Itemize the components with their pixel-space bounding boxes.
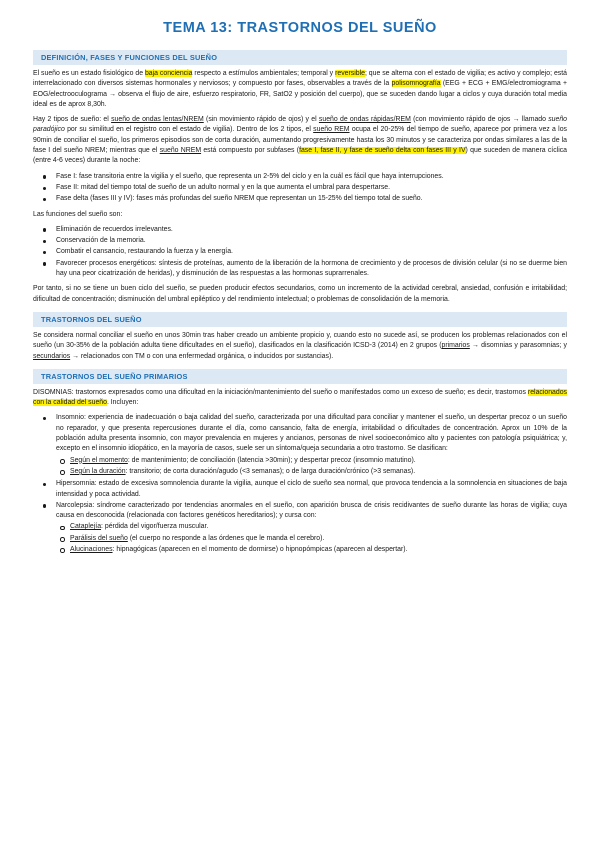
sublist-item: Según la duración: transitorio; de corta duración/agudo (<3 semanas); o de larga duración/crónico (>3 semanas).: [70, 467, 567, 477]
paragraph-disomnias: DISOMNIAS: trastornos expresados como una dificultad en la iniciación/mantenimiento del sueño o manifestados como un exceso de sueño; es decir, trastornos relacionados con la calidad del sueño. Incluyen:: [33, 388, 567, 407]
sublist-item: Cataplejía: pérdida del vigor/fuerza muscular.: [70, 522, 567, 532]
list-item-function: Conservación de la memoria.: [56, 236, 567, 246]
section-heading-definicion: DEFINICIÓN, FASES Y FUNCIONES DEL SUEÑO: [33, 50, 567, 65]
paragraph-trastornos-sueno: Se considera normal conciliar el sueño en unos 30min tras haber creado un ambiente propicio y, cuando esto no sucede así, se producen los problemas relacionados con el sueño (un 30-35% de la población adulta tiene dificultades en el sueño), clasificados en la clasificación ICSD-3 (2014) en 2 grupos (primarios → disomnias y parasomnias; y secundarios → relacionados con TM o con una enfermedad orgánica, o inducidos por sustancias).: [33, 331, 567, 360]
highlight-fases-nrem: fase I, fase II, y fase de sueño delta con fases III y IV: [299, 147, 466, 155]
insomnio-sublist: [56, 456, 567, 478]
list-item-insomnio: Insomnio: experiencia de inadecuación o baja calidad del sueño, caracterizada por una dificultad para conciliar y mantener el sueño, un despertar precoz o un sueño no reparador, y que presenta repercusiones durante el día, como cansancio, falta de energía, irritabilidad o dificultades de concentración. Aprox un 10% de la población adulta presenta insomnio, con mayor prevalencia en mujeres y ancianos, personas de nivel socioeconómico alto y pacientes con patología psiquiátrica; y, excepto en el insomnio idiopático, en la mayoría de casos, suele ser un síntoma/queja secundaria a otro trastorno. Se clasifican: Según el momento: de mantenimiento; de conciliación (latencia >30min); y despertar precoz (insomnio matutino). Según la duración: transitorio; de corta duración/agudo (<3 semanas); o de larga duración/crónico (>3 semanas).: [56, 413, 567, 477]
paragraph-definicion-sueno: El sueño es un estado fisiológico de baja conciencia respecto a estímulos ambientales; temporal y reversible; que se alterna con el estado de vigilia; es activo y complejo; está interrelacionado con diversos sistemas hormonales y nerviosos; y compuesto por fases, observables a través de la polisomnografía (EEG + ECG + EMG/electromiograma + EOG/electrooculograma → observa el flujo de aire, esfuerzo respiratorio, FR, SatO2 y posición del cuerpo), que se suceden dando lugar a ciclos y cuya duración total media ideal es de aprox 8,30h.: [33, 70, 567, 108]
paragraph-funciones-intro: Las funciones del sueño son:: [33, 210, 123, 218]
sublist-item: Parálisis del sueño (el cuerpo no responde a las órdenes que le manda el cerebro).: [70, 534, 567, 544]
paragraph-efectos-secundarios: Por tanto, si no se tiene un buen ciclo del sueño, se pueden producir efectos secundarios, como un incremento de la actividad cerebral, ansiedad, confusión e irritabilidad; dificultad de concentración; disminución del umbral epiléptico y del rendimiento intelectual; o problemas de consolidación de la memoria.: [33, 285, 567, 303]
disomnias-list: [33, 413, 567, 555]
list-item-function: Combatir el cansancio, restaurando la fuerza y la energía.: [56, 247, 567, 257]
phase-list: [33, 172, 567, 205]
narcolepsia-sublist: [56, 522, 567, 555]
sublist-item: Alucinaciones: hipnagógicas (aparecen en el momento de dormirse) o hipnopómpicas (aparecen al despertar).: [70, 545, 567, 555]
page-title: TEMA 13: TRASTORNOS DEL SUEÑO: [163, 20, 437, 36]
paragraph-tipos-sueno: Hay 2 tipos de sueño: el sueño de ondas lentas/NREM (sin movimiento rápido de ojos) y el sueño de ondas rápidas/REM (con movimiento rápido de ojos → llamado sueño paradójico por su similitud en el registro con el estado de vigilia). Dentro de los 2 tipos, el sueño REM ocupa el 20-25% del tiempo de sueño, aparece por primera vez a los 90min de conciliar el sueño, los primeros episodios son de corta duración, aumentando progresivamente hasta los 30 minutos y se caracteriza por ondas similares a las de la fase I del sueño NREM; mientras que el sueño NREM está compuesto por subfases (fase I, fase II, y fase de sueño delta con fases III y IV) que suceden de manera cíclica (entre 4-6 veces) durante la noche:: [33, 116, 568, 165]
section-heading-primarios: TRASTORNOS DEL SUEÑO PRIMARIOS: [33, 369, 567, 384]
list-item-fase-1: Fase I: fase transitoria entre la vigilia y el sueño, que representa un 2-5% del ciclo y en la cuál es fácil que haya interrupciones.: [56, 172, 567, 182]
highlight-reversible: reversible: [335, 70, 365, 77]
highlight-calidad-sueno: relacionados con la calidad del sueño: [33, 388, 567, 407]
section-heading-trastornos: TRASTORNOS DEL SUEÑO: [33, 312, 567, 327]
list-item-fase-delta: Fase delta (fases III y IV): fases más profundas del sueño NREM que representan un 15-25% del tiempo total de sueño.: [56, 194, 567, 204]
highlight-baja-conciencia: baja conciencia: [144, 70, 193, 77]
highlight-polisomnografia: polisomnografía: [391, 80, 441, 88]
functions-list: [33, 225, 567, 279]
list-item-fase-2: Fase II: mitad del tiempo total de sueño de un adulto normal y en la que aumenta el umbral para despertarse.: [56, 183, 567, 193]
list-item-hipersomnia: Hipersomnia: estado de excesiva somnolencia durante la vigilia, aunque el ciclo de sueño sea normal, que provoca tendencia a la somnolencia en situaciones de baja intensidad y poca actividad.: [56, 479, 567, 500]
list-item-function: Eliminación de recuerdos irrelevantes.: [56, 225, 567, 235]
sublist-item: Según el momento: de mantenimiento; de conciliación (latencia >30min); y despertar precoz (insomnio matutino).: [70, 456, 567, 466]
list-item-function: Favorecer procesos energéticos: síntesis de proteínas, aumento de la liberación de la hormona de crecimiento y de procesos de división celular (si no se duerme bien hay una peor cicatrización de heridas), y disminución de las respuestas a las hormonas suprarrenales.: [56, 259, 567, 280]
list-item-narcolepsia: Narcolepsia: síndrome caracterizado por tendencias anormales en el sueño, con aparición brusca de crisis recidivantes de sueño durante las horas de vigilia; cuya causa en desconocida (relacionada con factores genéticos hereditarios); y cursa con: Cataplejía: pérdida del vigor/fuerza muscular. Parálisis del sueño (el cuerpo no responde a las órdenes que le manda el cerebro). Alucinaciones: hipnagógicas (aparecen en el momento de dormirse) o hipnopómpicas (aparecen al despertar).: [56, 501, 567, 555]
